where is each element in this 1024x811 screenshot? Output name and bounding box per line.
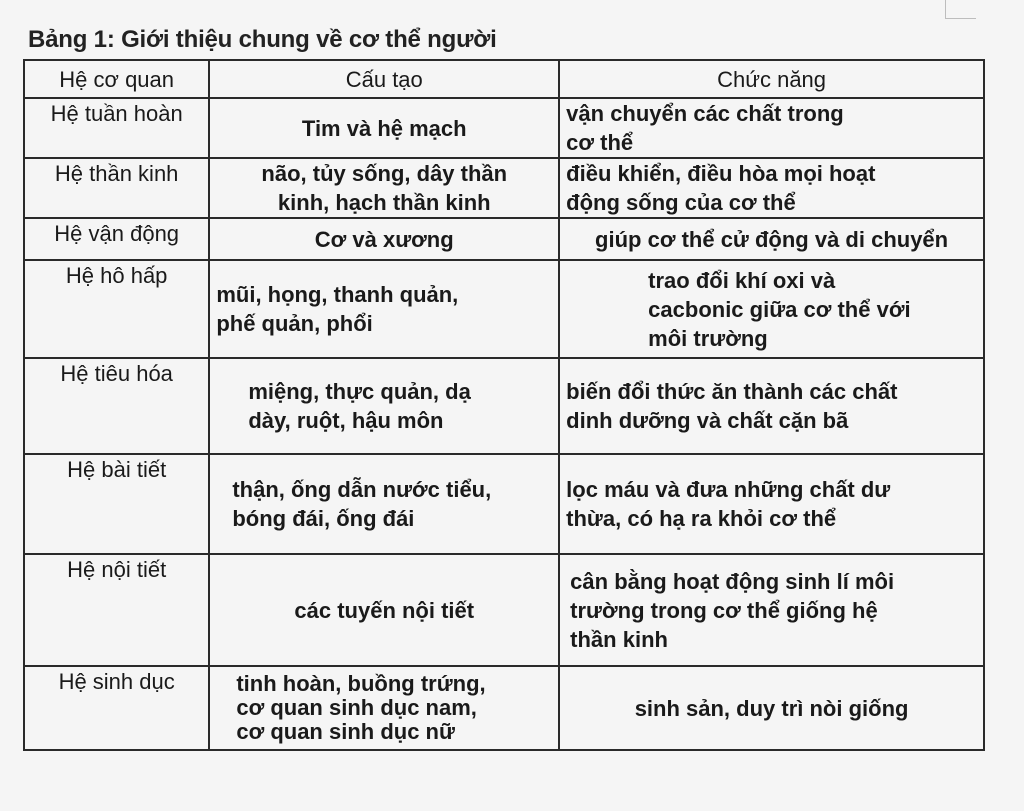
function-line: vận chuyển các chất trong — [566, 101, 844, 126]
table-row — [24, 98, 984, 158]
function-cell — [559, 218, 984, 260]
structure-line: Cơ và xương — [314, 226, 454, 252]
function-line: động sống của cơ thể — [566, 190, 796, 215]
system-cell: Hệ bài tiết — [24, 454, 209, 554]
table-title: Bảng 1: Giới thiệu chung về cơ thể người — [28, 26, 497, 53]
table-row — [24, 666, 984, 750]
structure-cell — [209, 554, 559, 666]
header-system: Hệ cơ quan — [24, 60, 209, 98]
system-cell: Hệ hô hấp — [24, 260, 209, 358]
function-line: sinh sản, duy trì nòi giống — [634, 695, 909, 721]
function-line: trao đổi khí oxi và — [648, 267, 836, 293]
structure-line: cơ quan sinh dục nữ — [236, 719, 455, 744]
function-line: cơ thể — [566, 130, 634, 155]
function-line: lọc máu và đưa những chất dư — [566, 477, 891, 502]
table-header-row — [24, 60, 984, 98]
function-cell — [559, 666, 984, 750]
structure-cell — [209, 260, 559, 358]
structure-line: mũi, họng, thanh quản, — [216, 282, 459, 307]
function-line: biến đổi thức ăn thành các chất — [566, 379, 898, 404]
table-row — [24, 454, 984, 554]
page-corner-mark — [945, 0, 976, 19]
structure-line: phế quản, phổi — [216, 311, 373, 336]
system-cell: Hệ tiêu hóa — [24, 358, 209, 454]
structure-line: miệng, thực quản, dạ — [248, 379, 471, 404]
structure-line: các tuyến nội tiết — [294, 597, 475, 623]
structure-cell — [209, 98, 559, 158]
function-cell — [559, 158, 984, 218]
function-line: thần kinh — [570, 626, 668, 652]
structure-line: Tim và hệ mạch — [301, 115, 467, 141]
structure-line: cơ quan sinh dục nam, — [236, 695, 477, 720]
structure-line: thận, ống dẫn nước tiểu, — [232, 477, 492, 502]
function-line: môi trường — [648, 325, 768, 351]
table-row — [24, 554, 984, 666]
function-cell — [559, 454, 984, 554]
header-structure: Cấu tạo — [209, 60, 559, 98]
function-cell — [559, 98, 984, 158]
system-cell: Hệ nội tiết — [24, 554, 209, 666]
system-cell: Hệ tuần hoàn — [24, 98, 209, 158]
function-cell — [559, 260, 984, 358]
function-line: cacbonic giữa cơ thể với — [648, 296, 911, 322]
function-cell — [559, 358, 984, 454]
structure-line: dày, ruột, hậu môn — [248, 408, 444, 433]
table-row — [24, 358, 984, 454]
system-cell: Hệ thần kinh — [24, 158, 209, 218]
table-row — [24, 158, 984, 218]
system-cell: Hệ vận động — [24, 218, 209, 260]
function-line: cân bằng hoạt động sinh lí môi — [570, 568, 895, 594]
structure-line: não, tủy sống, dây thần — [261, 161, 508, 186]
function-line: giúp cơ thể cử động và di chuyển — [595, 226, 949, 252]
table-row — [24, 260, 984, 358]
structure-line: tinh hoàn, buồng trứng, — [236, 671, 486, 696]
table-row — [24, 218, 984, 260]
structure-cell — [209, 358, 559, 454]
function-line: thừa, có hạ ra khỏi cơ thể — [566, 506, 837, 531]
function-cell — [559, 554, 984, 666]
header-function: Chức năng — [559, 60, 984, 98]
structure-cell — [209, 454, 559, 554]
function-line: trường trong cơ thể giống hệ — [570, 597, 878, 623]
structure-cell — [209, 158, 559, 218]
structure-line: kinh, hạch thần kinh — [277, 190, 491, 215]
system-cell: Hệ sinh dục — [24, 666, 209, 750]
human-body-systems-table — [23, 59, 985, 751]
structure-cell — [209, 218, 559, 260]
function-line: điều khiển, điều hòa mọi hoạt — [566, 161, 876, 186]
function-line: dinh dưỡng và chất cặn bã — [566, 408, 849, 433]
structure-cell — [209, 666, 559, 750]
structure-line: bóng đái, ống đái — [232, 506, 415, 531]
